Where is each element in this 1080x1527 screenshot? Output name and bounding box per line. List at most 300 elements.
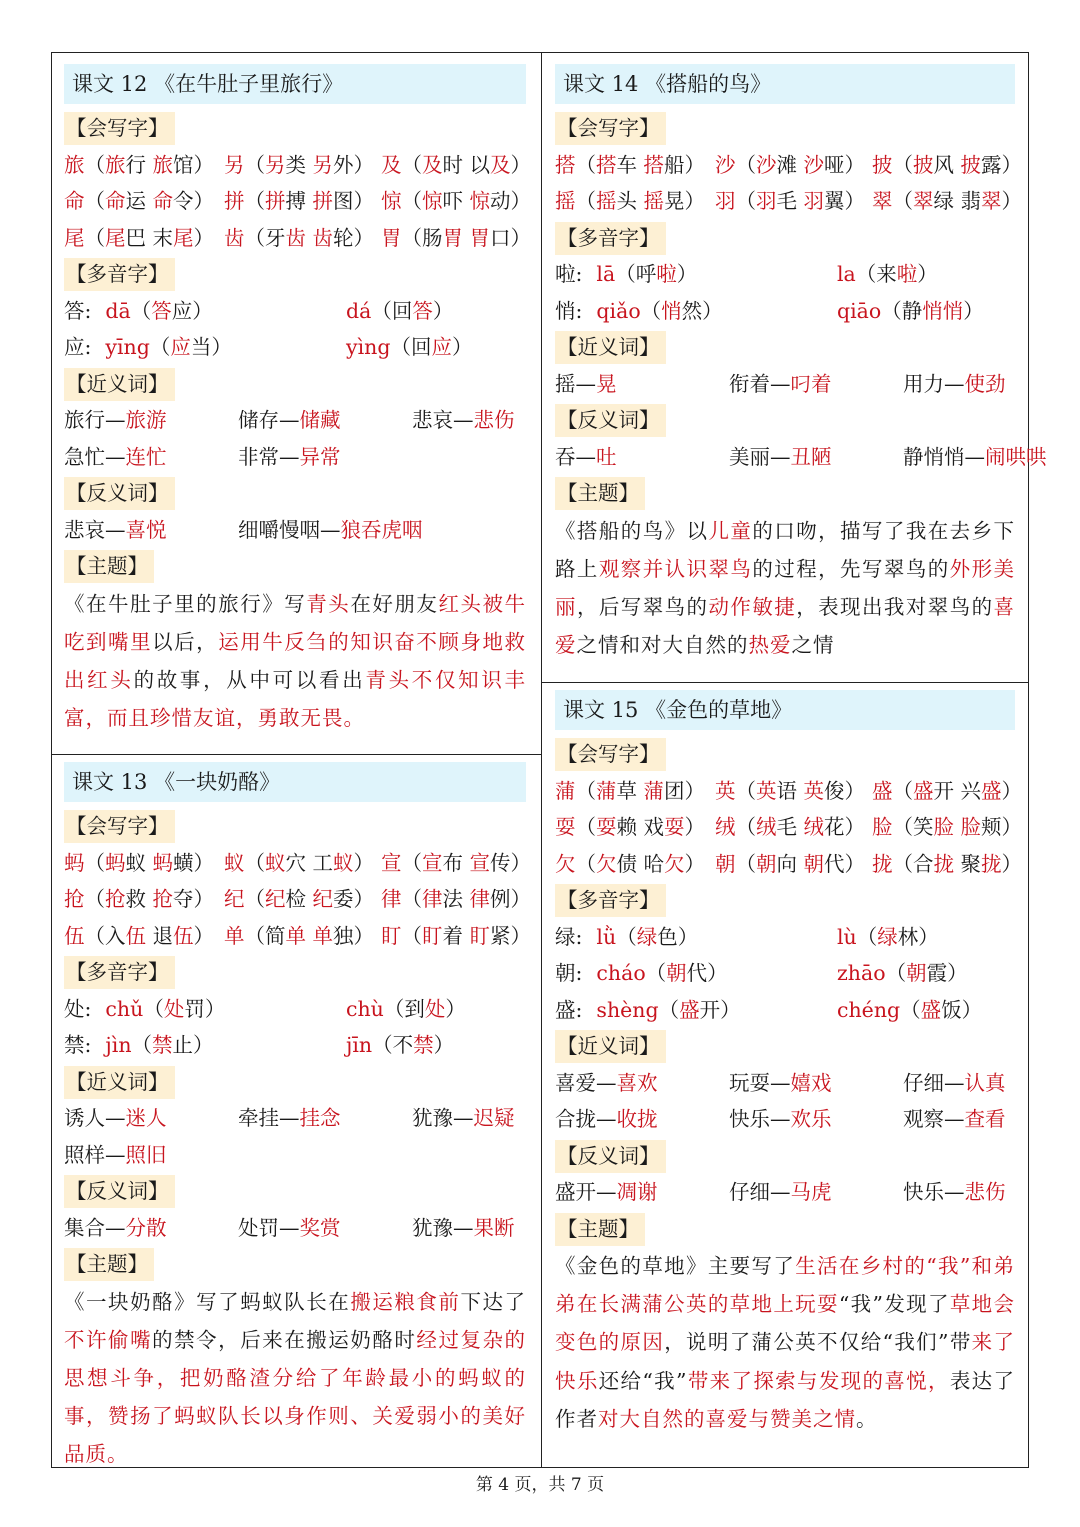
word: 欢乐 (790, 1107, 832, 1131)
word-part: 旅 (105, 152, 126, 177)
word: 玩耍— (729, 1070, 791, 1095)
word-part: 动 (490, 189, 511, 213)
word-part: 吓 (442, 189, 463, 213)
word-part: 止 (172, 1033, 194, 1057)
polyphone-reading-2: yìng（回应） (346, 335, 473, 359)
word-part: 馆 (173, 152, 194, 177)
left-row-divider (51, 754, 541, 755)
antonym-pair (555, 439, 729, 476)
write-row (64, 183, 532, 220)
paren: ） (510, 225, 532, 250)
section-row (64, 1064, 526, 1101)
section-label: 【近义词】 (64, 368, 175, 401)
word-part: 朝 (906, 961, 927, 985)
pinyin: lā (596, 262, 616, 286)
word-part: 处 (424, 996, 446, 1021)
pinyin: qiāo (837, 298, 882, 323)
antonym-pair (903, 439, 1047, 476)
theme-segment: ，后写翠鸟的 (576, 594, 709, 619)
theme-segment: 《金色的草地》主要写了 (555, 1254, 796, 1278)
section-row (64, 954, 526, 991)
pinyin: shèng (596, 997, 659, 1022)
polyphone-reading-1: 应: yīng（应当） (64, 335, 232, 359)
synonym-pair (729, 1101, 903, 1138)
word: 果断 (473, 1215, 515, 1240)
word: 喜爱— (555, 1070, 617, 1095)
section-label: 【多音字】 (555, 884, 666, 917)
write-group: 英（英语 英俊） (715, 778, 866, 803)
lesson-14-panel (555, 64, 1047, 664)
paren: ） (510, 189, 532, 213)
word-part: 来 (876, 262, 897, 286)
word-part: 令 (173, 189, 194, 213)
section-row (555, 475, 1015, 512)
write-row (64, 918, 532, 955)
pinyin: yìng (346, 335, 391, 359)
word: 观察— (903, 1107, 965, 1131)
write-row (64, 147, 532, 184)
word: 认真 (964, 1070, 1006, 1095)
section-label: 【主题】 (555, 1213, 645, 1246)
section-row (64, 475, 526, 512)
word: 晃 (596, 371, 617, 396)
word-part: 胃 (469, 225, 491, 250)
paren: ） (193, 225, 215, 250)
theme-segment: 红头被牛吃到嘴里 (64, 591, 527, 654)
synonym-pair (555, 1065, 729, 1102)
write-group: 律（律法 律例） (381, 887, 532, 911)
theme-segment: 的口吻，描写了我在去乡下路上 (555, 518, 1016, 581)
word-part: 绿 (636, 924, 658, 949)
word-part: 外 (333, 152, 354, 177)
section-label: 【反义词】 (555, 404, 666, 437)
write-group: 蚁（蚁穴 工蚁） (224, 850, 375, 875)
word-part: 处 (163, 996, 185, 1021)
theme-text (555, 1247, 1015, 1438)
theme-segment: 《搭船的鸟》以 (555, 518, 709, 543)
write-group (224, 147, 381, 184)
section-label: 【近义词】 (64, 1066, 175, 1099)
paren: （ (244, 152, 265, 177)
word: 犹豫— (412, 1215, 474, 1240)
write-group: 摇（摇头 摇晃） (555, 189, 706, 213)
section-row (555, 1211, 1015, 1248)
write-row (64, 845, 532, 882)
antonym-pair (903, 1174, 1006, 1211)
theme-text (64, 1283, 526, 1474)
word-part: 盛 (920, 997, 942, 1022)
word-part: 行 (125, 152, 146, 177)
theme-segment: 经过复杂的思想斗争，把奶酪渣分给了年龄最小的蚂蚁的事，赞扬了蚂蚁队长以身作则、关爱弱小的美好品质。 (64, 1327, 527, 1467)
word: 急忙— (64, 444, 126, 469)
word: 犹豫— (412, 1106, 474, 1130)
write-row (555, 183, 1023, 220)
synonym-pair (238, 439, 412, 476)
write-group (381, 147, 541, 184)
antonym-pair (64, 1210, 238, 1247)
section-row (555, 882, 1015, 919)
word-part: 静 (901, 298, 923, 323)
write-group: 绒（绒毛 绒花） (715, 815, 866, 839)
word-part: 命 (105, 189, 126, 213)
write-char: 尾 (64, 225, 85, 250)
theme-segment: 喜爱 (555, 594, 1016, 658)
word-part: 应 (171, 298, 193, 323)
word-part: 悄 (661, 298, 682, 323)
synonym-row (555, 366, 1015, 403)
word: 摇— (555, 371, 596, 396)
section-row (555, 110, 1015, 147)
word: 快乐— (729, 1107, 791, 1131)
word-part: 盛 (679, 997, 700, 1022)
write-char: 惊 (381, 189, 402, 213)
write-row (555, 773, 1023, 810)
word-part: 回 (391, 298, 413, 323)
section-label: 【反义词】 (64, 1175, 175, 1208)
word-part: 及 (422, 152, 443, 177)
write-group: 羽（羽毛 羽翼） (715, 189, 866, 213)
section-label: 【主题】 (64, 1248, 154, 1281)
word: 奖赏 (299, 1215, 341, 1240)
polyphone-row (64, 293, 526, 330)
polyphone-reading-2: chéng（盛饭） (837, 997, 983, 1022)
word-part: 惊 (422, 189, 443, 213)
write-group: 抢（抢救 抢夺） (64, 887, 215, 911)
theme-segment: 外形美丽 (555, 556, 1016, 619)
synonym-pair (64, 1137, 238, 1174)
word-part: 尾 (105, 225, 126, 250)
word: 细嚼慢咽— (238, 517, 341, 542)
paren: （ (84, 152, 105, 177)
word: 储存— (238, 408, 300, 432)
word-part: 命 (152, 189, 174, 213)
word-part: 图 (333, 189, 354, 213)
word-part: 拼 (312, 189, 334, 213)
write-char: 命 (64, 189, 85, 213)
word-part: 牙 (265, 225, 286, 250)
word-part: 另 (265, 152, 286, 177)
write-group (381, 220, 541, 257)
polyphone-char: 答: (64, 298, 92, 323)
pinyin: jīn (346, 1033, 373, 1057)
pinyin: jìn (105, 1033, 132, 1057)
word: 衔着— (729, 371, 791, 396)
word: 牵挂— (238, 1106, 300, 1130)
polyphone-char: 悄: (555, 298, 583, 323)
write-group (64, 220, 224, 257)
word-part: 答 (412, 298, 433, 323)
write-group: 伍（入伍 退伍） (64, 923, 215, 948)
antonym-pair (412, 1210, 515, 1247)
word: 用力— (903, 371, 965, 396)
write-group: 披（披风 披露） (872, 152, 1023, 177)
section-label: 【多音字】 (64, 258, 175, 291)
paren: ） (353, 189, 375, 213)
pinyin: lǜ (596, 924, 617, 949)
pinyin: zhāo (837, 961, 886, 985)
theme-segment: “我”发现了 (838, 1292, 950, 1317)
antonym-pair (64, 512, 238, 549)
write-group: 沙（沙滩 沙哑） (715, 152, 866, 177)
word-part: 时 (442, 152, 463, 177)
write-row (64, 220, 532, 257)
word: 迟疑 (473, 1106, 515, 1130)
antonym-pair (238, 1210, 412, 1247)
polyphone-reading-1: 朝: cháo（朝代） (555, 961, 728, 985)
paren: ） (353, 225, 375, 250)
paren: （ (84, 225, 105, 250)
polyphone-char: 啦: (555, 262, 583, 286)
word-part: 呼 (635, 262, 657, 286)
theme-segment: 来了快乐 (555, 1330, 1016, 1393)
polyphone-reading-1: 处: chǔ（处罚） (64, 996, 226, 1021)
polyphone-reading-2: qiāo（静悄悄） (837, 298, 984, 323)
synonym-pair (64, 439, 238, 476)
theme-segment: 不许偷嘴 (64, 1327, 153, 1352)
word: 叼着 (790, 371, 832, 396)
synonym-pair (412, 402, 515, 439)
write-group: 宣（宣布 宣传） (381, 850, 532, 875)
write-group: 脸（笑脸 脸颊） (872, 815, 1023, 839)
word-part: 霞 (926, 961, 948, 985)
word-part: 啦 (896, 262, 918, 286)
write-group: 朝（朝向 朝代） (715, 851, 866, 876)
word-part: 朝 (666, 961, 687, 985)
pinyin: chǔ (105, 996, 144, 1021)
section-row (555, 329, 1015, 366)
word: 悲哀— (64, 517, 126, 542)
section-row (64, 808, 526, 845)
section-label: 【主题】 (555, 477, 645, 510)
synonym-pair (64, 1100, 238, 1137)
polyphone-row (555, 919, 1015, 956)
theme-segment: 儿童 (708, 518, 753, 543)
word-part: 尾 (173, 225, 194, 250)
write-char: 旅 (64, 152, 85, 177)
word-part: 当 (190, 335, 212, 359)
write-char: 拼 (224, 189, 245, 213)
pinyin: chù (346, 996, 384, 1021)
synonym-row (64, 1137, 526, 1174)
theme-text (64, 585, 526, 738)
word: 喜悦 (125, 517, 167, 542)
word: 盛开— (555, 1180, 617, 1204)
theme-segment: 以后， (152, 629, 219, 654)
theme-segment: ，表现出我对翠鸟的 (796, 594, 994, 619)
theme-segment: 热爱 (748, 633, 792, 658)
antonym-row (64, 1210, 526, 1247)
word-part: 及 (490, 152, 511, 177)
word-part: 答 (151, 298, 172, 323)
word: 合拢— (555, 1107, 617, 1131)
theme-segment: 的禁令，后来在搬运奶酪时 (152, 1327, 417, 1352)
paren: （ (401, 189, 422, 213)
theme-segment: 之情 (791, 633, 835, 658)
write-row (555, 809, 1023, 846)
word-part: 齿 (285, 225, 306, 250)
polyphone-reading-1: 悄: qiǎo（悄然） (555, 298, 723, 323)
word-part: 啦 (656, 262, 677, 286)
word: 非常— (238, 444, 300, 469)
word: 静悄悄— (903, 444, 985, 469)
word: 查看 (964, 1107, 1006, 1131)
write-char: 胃 (381, 225, 402, 250)
synonym-row (555, 1101, 1015, 1138)
lesson-13-panel (64, 762, 532, 1474)
theme-segment: 《在牛肚子里的旅行》写 (64, 591, 307, 616)
theme-segment: 下达了 (460, 1289, 527, 1314)
word: 快乐— (903, 1180, 965, 1204)
word-part: 开 (699, 997, 721, 1022)
word-part: 另 (312, 152, 334, 177)
write-group: 欠（欠债 哈欠） (555, 851, 706, 876)
word-part: 禁 (413, 1033, 434, 1057)
section-row (64, 110, 526, 147)
word: 丑陋 (790, 444, 832, 469)
synonym-pair (64, 402, 238, 439)
section-row (64, 1173, 526, 1210)
word: 照样— (64, 1142, 126, 1167)
theme-segment: 青头不仅知识丰富，而且珍惜友谊，勇敢无畏。 (64, 667, 527, 731)
write-char: 及 (381, 152, 402, 177)
antonym-pair (729, 1174, 903, 1211)
word: 悲哀— (412, 408, 474, 432)
word-part: 齿 (312, 225, 334, 250)
theme-segment: 表达了作者 (555, 1368, 1016, 1431)
polyphone-char: 盛: (555, 997, 583, 1022)
paren: （ (401, 225, 422, 250)
word: 喜欢 (616, 1070, 658, 1095)
theme-text (555, 512, 1015, 665)
write-group (64, 147, 224, 184)
pinyin: chéng (837, 997, 901, 1022)
synonym-row (64, 402, 526, 439)
pinyin: lù (837, 924, 857, 949)
write-group: 纪（纪检 纪委） (224, 887, 375, 911)
polyphone-char: 绿: (555, 924, 583, 949)
synonym-pair (903, 366, 1006, 403)
section-label: 【多音字】 (555, 222, 666, 255)
word-part: 末 (152, 225, 174, 250)
section-label: 【主题】 (64, 550, 154, 583)
polyphone-row (555, 955, 1015, 992)
section-label: 【多音字】 (64, 956, 175, 989)
theme-segment: 在好朋友 (350, 591, 439, 616)
write-group: 蚂（蚂蚁 蚂蟥） (64, 850, 215, 875)
write-group: 耍（耍赖 戏耍） (555, 815, 706, 839)
word: 凋谢 (616, 1180, 658, 1204)
word-part: 回 (410, 335, 432, 359)
word: 集合— (64, 1215, 126, 1240)
polyphone-char: 禁: (64, 1033, 92, 1057)
word: 闹哄哄 (985, 444, 1047, 469)
section-row (64, 366, 526, 403)
antonym-pair (238, 512, 423, 549)
write-row (555, 846, 1023, 883)
theme-segment: 还给“我” (598, 1368, 688, 1393)
write-row (555, 147, 1023, 184)
paren: ） (193, 152, 215, 177)
pinyin: dā (105, 298, 131, 323)
word: 吐 (596, 444, 617, 469)
word: 诱人— (64, 1106, 126, 1130)
section-label: 【近义词】 (555, 1030, 666, 1063)
pinyin: dá (346, 298, 372, 323)
polyphone-char: 朝: (555, 961, 583, 985)
write-group: 盛（盛开 兴盛） (872, 778, 1023, 803)
lesson-15-panel (555, 690, 1023, 1438)
polyphone-char: 处: (64, 996, 92, 1021)
synonym-pair (238, 402, 412, 439)
section-label: 【反义词】 (64, 477, 175, 510)
polyphone-reading-1: 禁: jìn（禁止） (64, 1033, 214, 1057)
word-part: 胃 (442, 225, 463, 250)
theme-segment: 青头 (306, 591, 351, 616)
word: 挂念 (299, 1106, 341, 1130)
synonym-row (64, 439, 526, 476)
antonym-row (555, 1174, 1015, 1211)
word: 狼吞虎咽 (340, 517, 423, 542)
pinyin: yīng (105, 335, 150, 359)
section-row (555, 220, 1015, 257)
word: 分散 (125, 1215, 167, 1240)
word-part: 饭 (941, 997, 962, 1022)
word-part: 应 (431, 335, 452, 359)
lesson-title: 课文 15 《金色的草地》 (555, 690, 1015, 730)
section-label: 【反义词】 (555, 1140, 666, 1173)
polyphone-row (64, 991, 526, 1028)
word-part: 运 (125, 189, 146, 213)
word-part: 轮 (333, 225, 354, 250)
write-group (381, 183, 541, 220)
paren: ） (193, 189, 215, 213)
polyphone-row (555, 256, 1015, 293)
section-row (555, 736, 1015, 773)
word-part: 拼 (265, 189, 286, 213)
lesson-title: 课文 12 《在牛肚子里旅行》 (64, 64, 526, 104)
section-row (555, 1138, 1015, 1175)
polyphone-row (555, 992, 1015, 1029)
word: 马虎 (790, 1180, 832, 1204)
word: 悲伤 (964, 1180, 1006, 1204)
word: 使劲 (964, 371, 1006, 396)
antonym-pair (555, 1174, 729, 1211)
word-part: 不 (392, 1033, 414, 1057)
section-label: 【会写字】 (555, 112, 666, 145)
section-row (64, 1246, 526, 1283)
write-group: 翠（翠绿 翡翠） (872, 189, 1023, 213)
polyphone-reading-2: dá（回答） (346, 298, 454, 323)
write-group: 盯（盯着 盯紧） (381, 923, 532, 948)
word-part: 搏 (285, 189, 306, 213)
word-part: 巴 (125, 225, 146, 250)
theme-segment: 带来了探索与发现的喜悦， (687, 1368, 950, 1393)
theme-segment: 的过程，先写翠鸟的 (752, 556, 950, 581)
polyphone-reading-2: jīn（不禁） (346, 1033, 455, 1057)
synonym-pair (555, 1101, 729, 1138)
polyphone-reading-1: 啦: lā（呼啦） (555, 262, 698, 286)
word: 仔细— (903, 1070, 965, 1095)
paren: （ (84, 189, 105, 213)
theme-segment: 动作敏捷 (708, 594, 797, 619)
word: 吞— (555, 444, 596, 469)
word-part: 代 (686, 961, 708, 985)
word: 嬉戏 (790, 1070, 832, 1095)
synonym-pair (729, 366, 903, 403)
polyphone-char: 应: (64, 335, 92, 359)
word: 照旧 (125, 1142, 167, 1167)
section-row (64, 256, 526, 293)
